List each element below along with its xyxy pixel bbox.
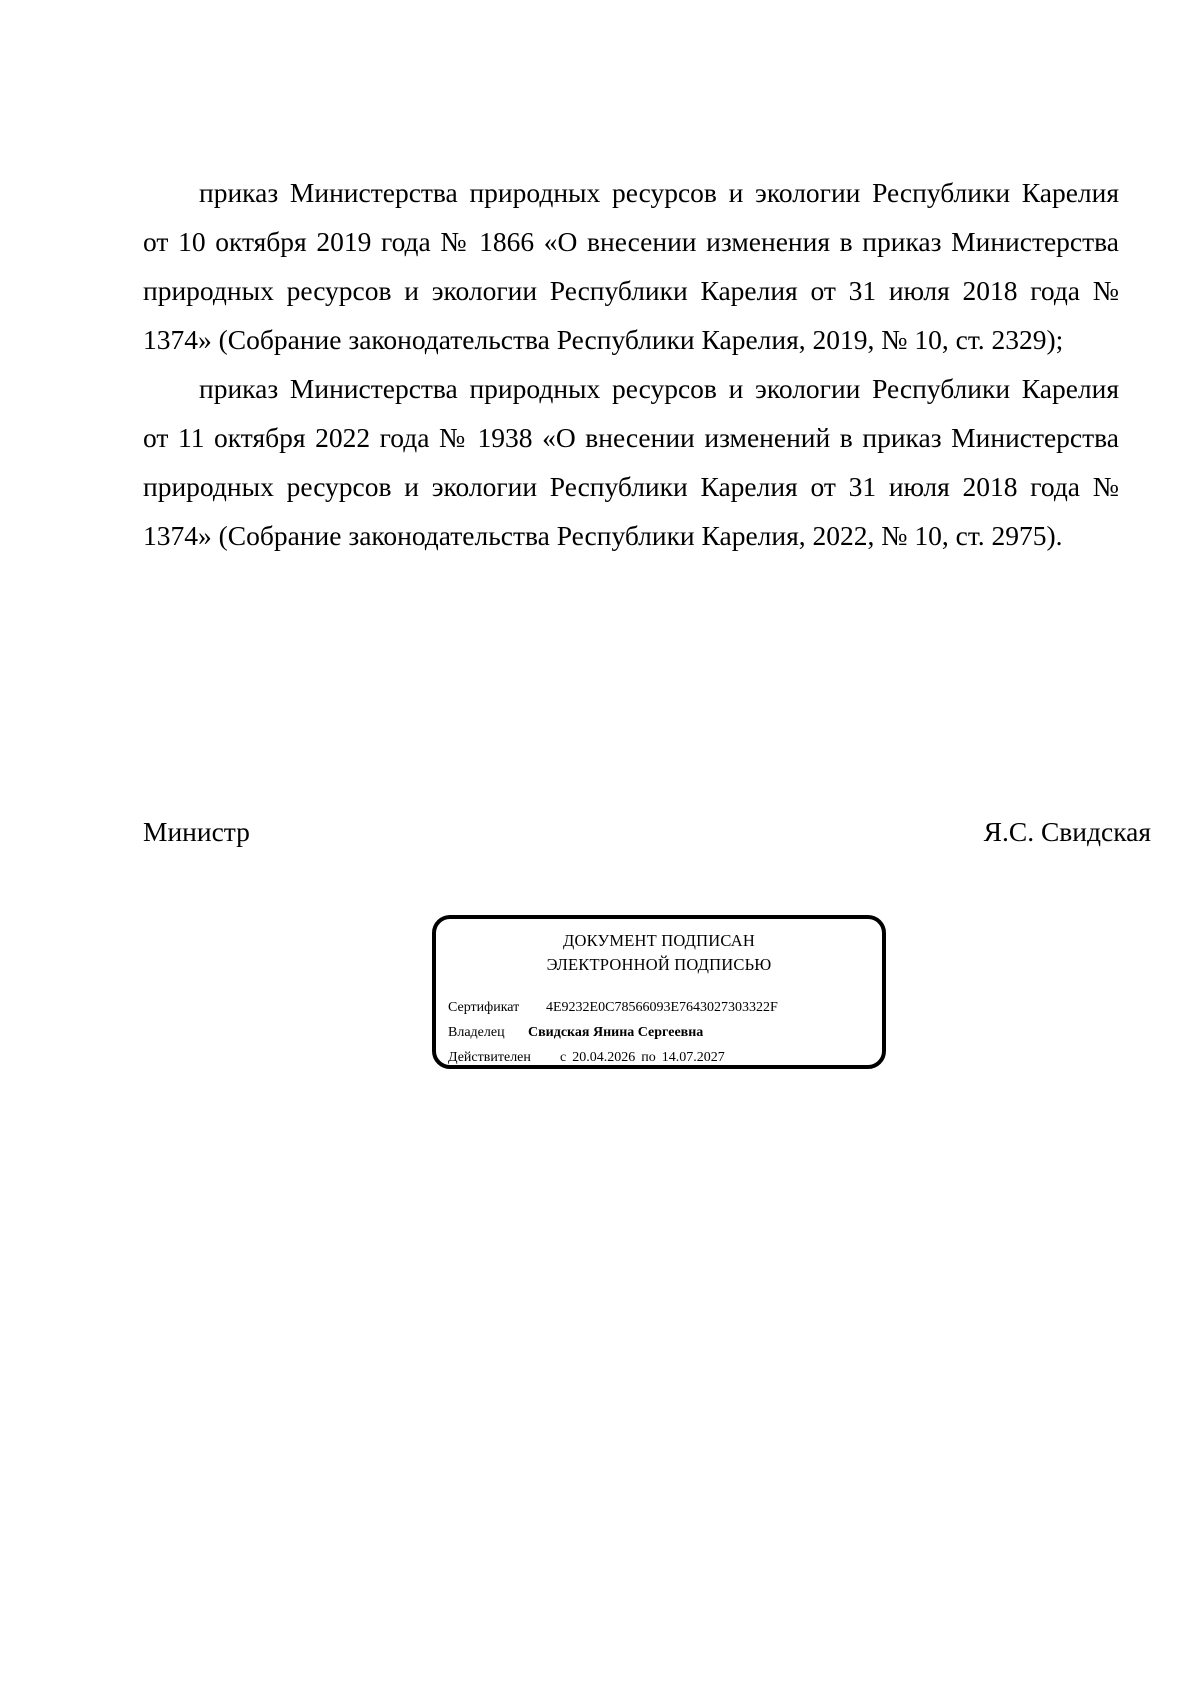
valid-label: Действителен bbox=[448, 1050, 531, 1065]
valid-to-prefix: по bbox=[641, 1050, 656, 1065]
paragraph-line: природных ресурсов и экологии Республики Карелия от 31 июля 2018 года № bbox=[143, 471, 1119, 502]
stamp-owner-row bbox=[448, 1020, 778, 1045]
stamp-details bbox=[448, 995, 778, 1070]
paragraph-2 bbox=[143, 364, 1119, 560]
valid-to-date: 14.07.2027 bbox=[661, 1050, 725, 1065]
valid-from-date: 20.04.2026 bbox=[572, 1050, 636, 1065]
stamp-title bbox=[436, 929, 882, 977]
paragraph-line: от 10 октября 2019 года № 1866 «О внесении изменения в приказ Министерства bbox=[143, 226, 1119, 257]
owner-label: Владелец bbox=[448, 1025, 505, 1040]
stamp-certificate-row bbox=[448, 995, 778, 1020]
paragraph-line: приказ Министерства природных ресурсов и экологии Республики Карелия bbox=[199, 177, 1119, 208]
certificate-label: Сертификат bbox=[448, 1000, 520, 1015]
stamp-title-line-1: ДОКУМЕНТ ПОДПИСАН bbox=[563, 931, 755, 950]
paragraph-line: природных ресурсов и экологии Республики Карелия от 31 июля 2018 года № bbox=[143, 275, 1119, 306]
stamp-title-line-2: ЭЛЕКТРОННОЙ ПОДПИСЬЮ bbox=[546, 955, 772, 974]
signatory-name: Я.С. Свидская bbox=[983, 816, 1151, 847]
paragraph-line: 1374» (Собрание законодательства Республики Карелия, 2019, № 10, ст. 2329); bbox=[143, 324, 1064, 355]
certificate-value: 4E9232E0C78566093E7643027303322F bbox=[546, 1000, 778, 1015]
owner-value: Свидская Янина Сергеевна bbox=[528, 1025, 704, 1040]
valid-from-prefix: с bbox=[560, 1050, 567, 1065]
paragraph-line: 1374» (Собрание законодательства Республики Карелия, 2022, № 10, ст. 2975). bbox=[143, 520, 1063, 551]
electronic-signature-stamp bbox=[432, 915, 886, 1069]
document-body bbox=[143, 168, 1119, 560]
paragraph-line: от 11 октября 2022 года № 1938 «О внесении изменений в приказ Министерства bbox=[143, 422, 1119, 453]
paragraph-1 bbox=[143, 168, 1119, 364]
stamp-validity-row bbox=[448, 1045, 778, 1070]
paragraph-line: приказ Министерства природных ресурсов и экологии Республики Карелия bbox=[199, 373, 1119, 404]
signatory-position: Министр bbox=[143, 816, 250, 847]
